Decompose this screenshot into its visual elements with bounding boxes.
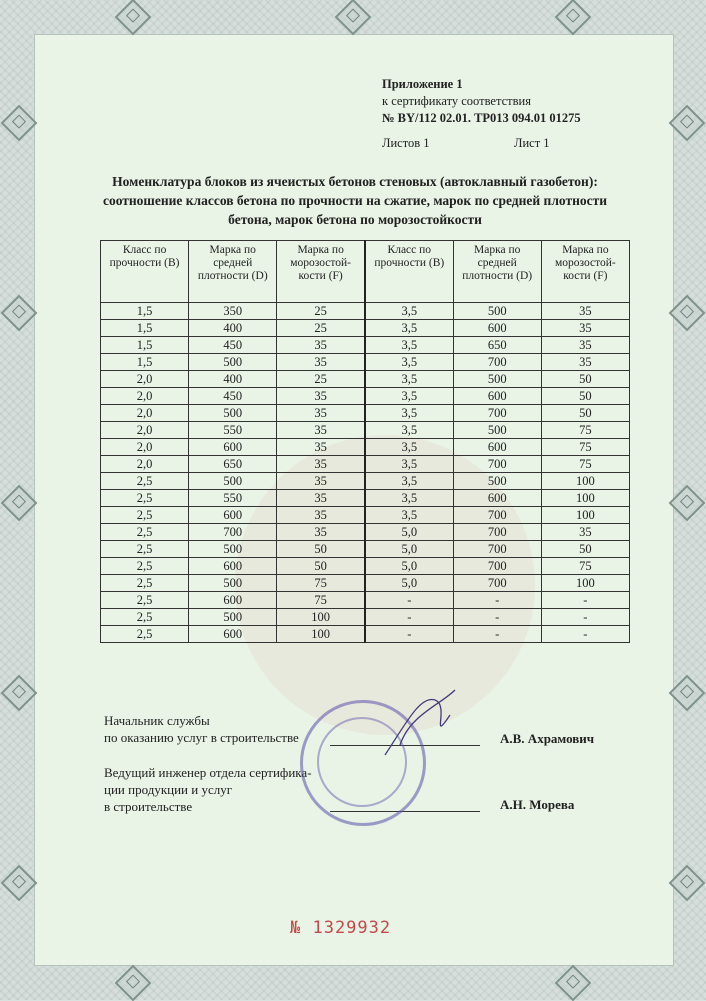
table-cell: 50 bbox=[541, 541, 629, 558]
column-header: Марка по средней плотности (D) bbox=[189, 241, 277, 303]
table-row bbox=[101, 558, 630, 575]
signatory-2-role-line3: в строительстве bbox=[104, 799, 193, 814]
appendix-title: Приложение 1 bbox=[382, 77, 463, 91]
table-cell: 2,5 bbox=[101, 473, 189, 490]
table-row bbox=[101, 456, 630, 473]
sheets-total: Листов 1 bbox=[382, 136, 430, 150]
table-cell: 35 bbox=[541, 354, 629, 371]
table-cell: 3,5 bbox=[365, 320, 453, 337]
table-cell: - bbox=[541, 592, 629, 609]
table-cell: 35 bbox=[277, 388, 365, 405]
table-cell: 1,5 bbox=[101, 303, 189, 320]
table-row bbox=[101, 541, 630, 558]
table-cell: 25 bbox=[277, 303, 365, 320]
table-cell: 700 bbox=[453, 575, 541, 592]
table-cell: 500 bbox=[453, 422, 541, 439]
table-cell: 500 bbox=[453, 303, 541, 320]
column-header: Класс по прочности (В) bbox=[101, 241, 189, 303]
table-cell: 35 bbox=[277, 524, 365, 541]
table-cell: 400 bbox=[189, 320, 277, 337]
table-cell: 400 bbox=[189, 371, 277, 388]
table-cell: 600 bbox=[453, 320, 541, 337]
table-cell: 50 bbox=[541, 405, 629, 422]
table-cell: 600 bbox=[189, 439, 277, 456]
table-cell: 600 bbox=[453, 490, 541, 507]
table-row bbox=[101, 609, 630, 626]
table-cell: 2,5 bbox=[101, 490, 189, 507]
table-cell: 50 bbox=[541, 388, 629, 405]
table-cell: 35 bbox=[541, 337, 629, 354]
table-cell: 3,5 bbox=[365, 422, 453, 439]
table-cell: 700 bbox=[453, 558, 541, 575]
table-cell: 100 bbox=[541, 473, 629, 490]
table-cell: 550 bbox=[189, 490, 277, 507]
table-cell: 350 bbox=[189, 303, 277, 320]
table-cell: 2,5 bbox=[101, 524, 189, 541]
table-cell: 1,5 bbox=[101, 354, 189, 371]
table-cell: 700 bbox=[453, 524, 541, 541]
table-cell: 2,0 bbox=[101, 439, 189, 456]
table-cell: 3,5 bbox=[365, 371, 453, 388]
table-cell: - bbox=[453, 609, 541, 626]
table-cell: 5,0 bbox=[365, 575, 453, 592]
table-cell: 2,5 bbox=[101, 609, 189, 626]
table-cell: 3,5 bbox=[365, 354, 453, 371]
table-cell: 35 bbox=[277, 405, 365, 422]
table-row bbox=[101, 490, 630, 507]
table-cell: 600 bbox=[453, 439, 541, 456]
table-cell: 500 bbox=[453, 473, 541, 490]
table-cell: - bbox=[365, 609, 453, 626]
serial-number: № 1329932 bbox=[290, 918, 392, 938]
table-cell: 3,5 bbox=[365, 337, 453, 354]
table-cell: 2,5 bbox=[101, 626, 189, 643]
table-row bbox=[101, 303, 630, 320]
table-cell: - bbox=[453, 592, 541, 609]
table-header-row bbox=[101, 241, 630, 303]
table-cell: 5,0 bbox=[365, 558, 453, 575]
table-cell: 2,0 bbox=[101, 388, 189, 405]
table-cell: 35 bbox=[277, 507, 365, 524]
table-cell: 75 bbox=[277, 575, 365, 592]
table-cell: 5,0 bbox=[365, 524, 453, 541]
table-cell: 5,0 bbox=[365, 541, 453, 558]
table-row bbox=[101, 575, 630, 592]
table-cell: 35 bbox=[541, 303, 629, 320]
appendix-subtitle: к сертификату соответствия bbox=[382, 94, 531, 108]
signatory-2-role-line1: Ведущий инженер отдела сертифика- bbox=[104, 765, 312, 780]
table-cell: 2,0 bbox=[101, 371, 189, 388]
table-cell: 35 bbox=[277, 337, 365, 354]
table-cell: 100 bbox=[541, 575, 629, 592]
sheet-number: Лист 1 bbox=[514, 136, 550, 150]
table-cell: 550 bbox=[189, 422, 277, 439]
table-cell: 2,5 bbox=[101, 575, 189, 592]
table-cell: 35 bbox=[277, 490, 365, 507]
certificate-number: № BY/112 02.01. ТР013 094.01 01275 bbox=[382, 111, 581, 125]
signatory-1-role-line2: по оказанию услуг в строительстве bbox=[104, 730, 299, 745]
table-cell: 2,0 bbox=[101, 405, 189, 422]
table-cell: 75 bbox=[541, 439, 629, 456]
table-cell: 25 bbox=[277, 320, 365, 337]
table-cell: 700 bbox=[453, 456, 541, 473]
table-cell: 3,5 bbox=[365, 405, 453, 422]
table-cell: 600 bbox=[189, 626, 277, 643]
table-cell: 75 bbox=[541, 422, 629, 439]
table-cell: 50 bbox=[277, 541, 365, 558]
table-cell: 600 bbox=[453, 388, 541, 405]
column-header: Марка по морозостой-кости (F) bbox=[277, 241, 365, 303]
table-row bbox=[101, 592, 630, 609]
table-row bbox=[101, 371, 630, 388]
table-cell: 500 bbox=[189, 473, 277, 490]
table-cell: 600 bbox=[189, 507, 277, 524]
table-cell: 35 bbox=[277, 422, 365, 439]
table-row bbox=[101, 507, 630, 524]
table-cell: 50 bbox=[277, 558, 365, 575]
table-row bbox=[101, 524, 630, 541]
table-row bbox=[101, 439, 630, 456]
column-header: Марка по средней плотности (D) bbox=[453, 241, 541, 303]
table-cell: 2,5 bbox=[101, 541, 189, 558]
table-cell: 500 bbox=[189, 405, 277, 422]
table-cell: 35 bbox=[277, 439, 365, 456]
table-cell: 3,5 bbox=[365, 303, 453, 320]
table-cell: 450 bbox=[189, 388, 277, 405]
table-cell: 650 bbox=[189, 456, 277, 473]
table-cell: 50 bbox=[541, 371, 629, 388]
table-cell: 35 bbox=[277, 473, 365, 490]
table-cell: 500 bbox=[189, 609, 277, 626]
table-cell: 100 bbox=[541, 490, 629, 507]
table-cell: 500 bbox=[189, 541, 277, 558]
table-cell: 3,5 bbox=[365, 490, 453, 507]
table-row bbox=[101, 422, 630, 439]
table-cell: 500 bbox=[453, 371, 541, 388]
table-cell: 3,5 bbox=[365, 473, 453, 490]
table-cell: 700 bbox=[453, 354, 541, 371]
table-cell: 100 bbox=[541, 507, 629, 524]
table-cell: 75 bbox=[277, 592, 365, 609]
table-row bbox=[101, 337, 630, 354]
table-cell: - bbox=[365, 626, 453, 643]
table-cell: 75 bbox=[541, 558, 629, 575]
table-cell: 2,5 bbox=[101, 592, 189, 609]
table-cell: - bbox=[541, 609, 629, 626]
table-row bbox=[101, 388, 630, 405]
table-cell: 500 bbox=[189, 575, 277, 592]
signatory-2-role-line2: ции продукции и услуг bbox=[104, 782, 233, 797]
column-header: Класс по прочности (В) bbox=[365, 241, 453, 303]
signatory-1-role-line1: Начальник службы bbox=[104, 713, 210, 728]
table-cell: 500 bbox=[189, 354, 277, 371]
table-row bbox=[101, 626, 630, 643]
table-cell: 25 bbox=[277, 371, 365, 388]
table-cell: - bbox=[453, 626, 541, 643]
table-cell: 100 bbox=[277, 626, 365, 643]
table-cell: 700 bbox=[189, 524, 277, 541]
table-row bbox=[101, 405, 630, 422]
table-cell: 35 bbox=[541, 320, 629, 337]
column-header: Марка по морозостой-кости (F) bbox=[541, 241, 629, 303]
table-cell: 3,5 bbox=[365, 507, 453, 524]
table-cell: 2,5 bbox=[101, 507, 189, 524]
table-body bbox=[101, 303, 630, 643]
table-cell: 75 bbox=[541, 456, 629, 473]
table-row bbox=[101, 354, 630, 371]
table-cell: 35 bbox=[277, 354, 365, 371]
table-cell: 650 bbox=[453, 337, 541, 354]
table-cell: 700 bbox=[453, 405, 541, 422]
table-cell: 450 bbox=[189, 337, 277, 354]
table-cell: 1,5 bbox=[101, 320, 189, 337]
table-cell: 100 bbox=[277, 609, 365, 626]
table-cell: 1,5 bbox=[101, 337, 189, 354]
table-cell: 700 bbox=[453, 541, 541, 558]
table-cell: 600 bbox=[189, 558, 277, 575]
handwritten-signature bbox=[380, 685, 460, 765]
table-cell: 2,5 bbox=[101, 558, 189, 575]
table-cell: 3,5 bbox=[365, 388, 453, 405]
table-cell: 35 bbox=[277, 456, 365, 473]
signatory-1-name: А.В. Ахрамович bbox=[500, 731, 595, 746]
table-cell: 35 bbox=[541, 524, 629, 541]
table-cell: 3,5 bbox=[365, 456, 453, 473]
signatory-2-name: А.Н. Морева bbox=[500, 797, 575, 812]
table-cell: 2,0 bbox=[101, 422, 189, 439]
table-row bbox=[101, 320, 630, 337]
table-cell: 600 bbox=[189, 592, 277, 609]
table-cell: 2,0 bbox=[101, 456, 189, 473]
table-row bbox=[101, 473, 630, 490]
table-cell: - bbox=[541, 626, 629, 643]
table-cell: - bbox=[365, 592, 453, 609]
nomenclature-table bbox=[100, 240, 630, 643]
document-title: Номенклатура блоков из ячеистых бетонов стеновых (автоклавный газобетон): соотношение классов бетона по прочности на сжатие, марок по средней плотности бетона, марок бетона по морозостойкости bbox=[102, 174, 608, 227]
table-cell: 700 bbox=[453, 507, 541, 524]
table-cell: 3,5 bbox=[365, 439, 453, 456]
